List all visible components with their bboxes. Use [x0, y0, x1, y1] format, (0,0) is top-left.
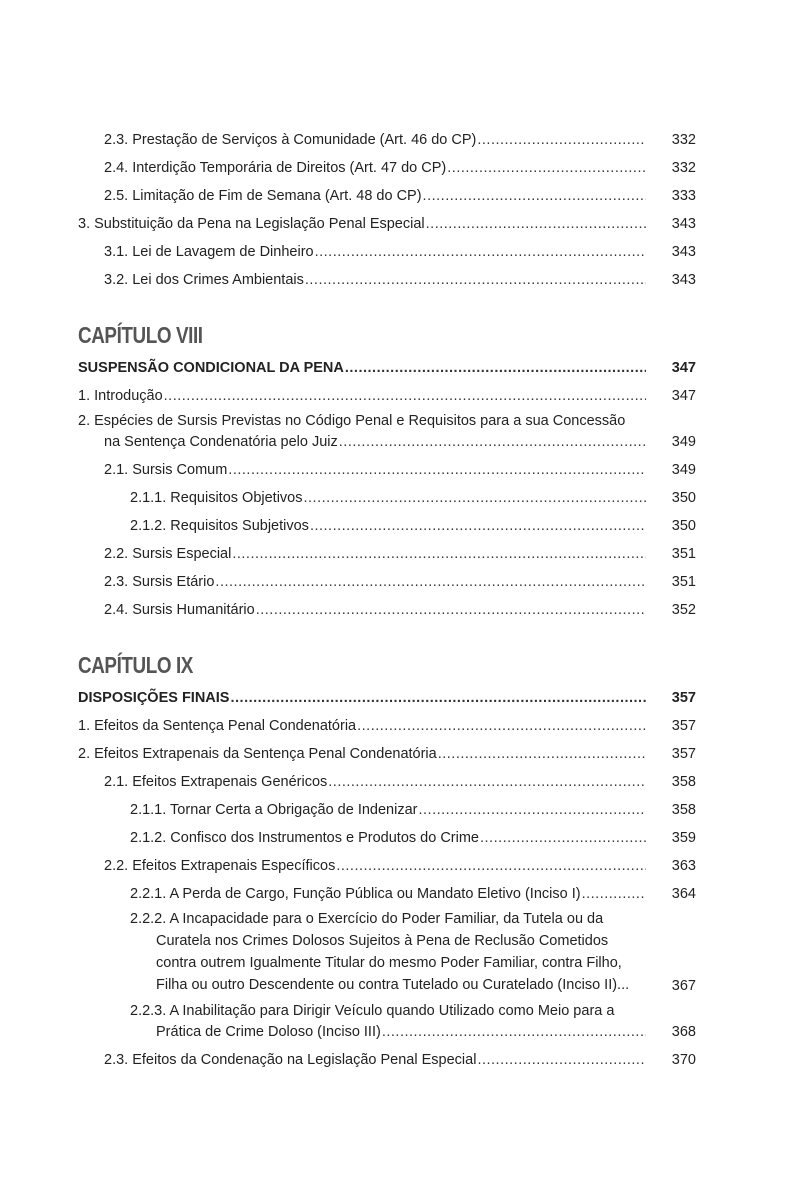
toc-entry-page: 364	[671, 886, 696, 902]
toc-entry-label: 2.1. Efeitos Extrapenais Genéricos	[104, 774, 328, 790]
toc-entry[interactable]	[78, 378, 696, 406]
toc-entry-label: 2.5. Limitação de Fim de Semana (Art. 48 do CP)	[104, 188, 422, 204]
toc-entry-page: 333	[671, 188, 696, 204]
toc-entry-line: na Sentença Condenatória pelo Juiz	[104, 434, 338, 450]
toc-entry-page: 343	[671, 216, 696, 232]
toc-entry-label: 2.3. Sursis Etário	[104, 574, 215, 590]
toc-entry[interactable]	[78, 262, 696, 290]
toc-entry-label: 2.2. Efeitos Extrapenais Específicos	[104, 858, 336, 874]
toc-entry-line: Curatela nos Crimes Dolosos Sujeitos à Pena de Reclusão Cometidos	[156, 933, 609, 949]
toc-entry-label: 3.1. Lei de Lavagem de Dinheiro	[104, 244, 314, 260]
toc-entry-page: 357	[671, 690, 696, 706]
toc-entry-page: 332	[671, 160, 696, 176]
toc-entry[interactable]	[78, 122, 696, 150]
toc-entry-label: 2. Efeitos Extrapenais da Sentença Penal Condenatória	[78, 746, 437, 762]
toc-entry-page: 351	[671, 546, 696, 562]
chapter-8-title: CAPÍTULO VIII	[78, 322, 203, 348]
toc-entry-page: 349	[671, 434, 696, 450]
toc-entry[interactable]	[78, 508, 696, 536]
table-of-contents	[78, 122, 696, 1070]
toc-entry-multiline[interactable]	[78, 996, 696, 1042]
toc-entry[interactable]	[78, 178, 696, 206]
toc-entry-label: 2.1.2. Requisitos Subjetivos	[130, 518, 309, 534]
toc-entry[interactable]	[78, 592, 696, 620]
toc-entry-page: 350	[671, 490, 696, 506]
toc-entry-line: contra outrem Igualmente Titular do mesmo Poder Familiar, contra Filho,	[156, 955, 622, 971]
toc-entry-page: 367	[671, 978, 696, 994]
toc-entry-page: 347	[671, 360, 696, 376]
toc-entry-line: 2.2.3. A Inabilitação para Dirigir Veículo quando Utilizado como Meio para a	[130, 1003, 615, 1019]
toc-entry-label: 1. Introdução	[78, 388, 163, 404]
chapter-9-title: CAPÍTULO IX	[78, 652, 193, 678]
toc-entry-label: 2.3. Prestação de Serviços à Comunidade (Art. 46 do CP)	[104, 132, 477, 148]
toc-entry-page: 358	[671, 802, 696, 818]
chapter-9-entries	[78, 708, 696, 904]
toc-entry-multiline[interactable]	[78, 904, 696, 996]
toc-entry-page: 368	[671, 1024, 696, 1040]
toc-entry[interactable]	[78, 452, 696, 480]
toc-entry-label: 2.1.2. Confisco dos Instrumentos e Produtos do Crime	[130, 830, 479, 846]
toc-entry[interactable]	[78, 564, 696, 592]
toc-entry-page: 357	[671, 746, 696, 762]
toc-entry[interactable]	[78, 876, 696, 904]
toc-entry[interactable]	[78, 536, 696, 564]
toc-entry-label: 2.4. Sursis Humanitário	[104, 602, 255, 618]
toc-entry-label: 2.4. Interdição Temporária de Direitos (Art. 47 do CP)	[104, 160, 447, 176]
toc-entry[interactable]	[78, 1042, 696, 1070]
toc-entry-page: 357	[671, 718, 696, 734]
toc-entry[interactable]	[78, 820, 696, 848]
toc-entry[interactable]	[78, 708, 696, 736]
toc-entry-label: 1. Efeitos da Sentença Penal Condenatória	[78, 718, 357, 734]
toc-entry-page: 363	[671, 858, 696, 874]
toc-entry-label: 2.1. Sursis Comum	[104, 462, 228, 478]
toc-entry-line: Prática de Crime Doloso (Inciso III)	[156, 1024, 381, 1040]
toc-entry[interactable]	[78, 792, 696, 820]
toc-top-section	[78, 122, 696, 290]
toc-entry-page: 351	[671, 574, 696, 590]
toc-entry[interactable]	[78, 206, 696, 234]
chapter-8-entries	[78, 452, 696, 620]
toc-entry-label: 3.2. Lei dos Crimes Ambientais	[104, 272, 304, 288]
toc-entry-label: 2.3. Efeitos da Condenação na Legislação Penal Especial	[104, 1052, 477, 1068]
toc-entry-line: Filha ou outro Descendente ou contra Tutelado ou Curatelado (Inciso II)...	[156, 977, 630, 993]
toc-entry-page: 352	[671, 602, 696, 618]
toc-entry-page: 370	[671, 1052, 696, 1068]
toc-entry-label: 2.1.1. Tornar Certa a Obrigação de Indenizar	[130, 802, 418, 818]
toc-entry[interactable]	[78, 764, 696, 792]
toc-entry-page: 349	[671, 462, 696, 478]
toc-entry-page: 347	[671, 388, 696, 404]
toc-entry-page: 343	[671, 272, 696, 288]
toc-entry-page: 343	[671, 244, 696, 260]
toc-entry-line: 2.2.2. A Incapacidade para o Exercício do Poder Familiar, da Tutela ou da	[130, 911, 604, 927]
toc-entry-label: DISPOSIÇÕES FINAIS	[78, 690, 230, 706]
toc-entry[interactable]	[78, 480, 696, 508]
toc-entry[interactable]	[78, 234, 696, 262]
chapter-8-heading[interactable]	[78, 350, 696, 378]
toc-entry-label: 2.1.1. Requisitos Objetivos	[130, 490, 303, 506]
toc-entry-label: 2.2.1. A Perda de Cargo, Função Pública ou Mandato Eletivo (Inciso I)	[130, 886, 581, 902]
toc-entry[interactable]	[78, 848, 696, 876]
toc-entry-label: SUSPENSÃO CONDICIONAL DA PENA	[78, 360, 344, 376]
toc-entry-page: 350	[671, 518, 696, 534]
toc-entry-page: 332	[671, 132, 696, 148]
toc-entry-page: 359	[671, 830, 696, 846]
toc-entry[interactable]	[78, 150, 696, 178]
toc-entry-line: 2. Espécies de Sursis Previstas no Código Penal e Requisitos para a sua Concessão	[78, 413, 626, 429]
toc-entry[interactable]	[78, 736, 696, 764]
toc-entry-page: 358	[671, 774, 696, 790]
chapter-9-heading[interactable]	[78, 680, 696, 708]
toc-entry-label: 2.2. Sursis Especial	[104, 546, 232, 562]
toc-entry-label: 3. Substituição da Pena na Legislação Penal Especial	[78, 216, 425, 232]
toc-entry-multiline[interactable]	[78, 406, 696, 452]
